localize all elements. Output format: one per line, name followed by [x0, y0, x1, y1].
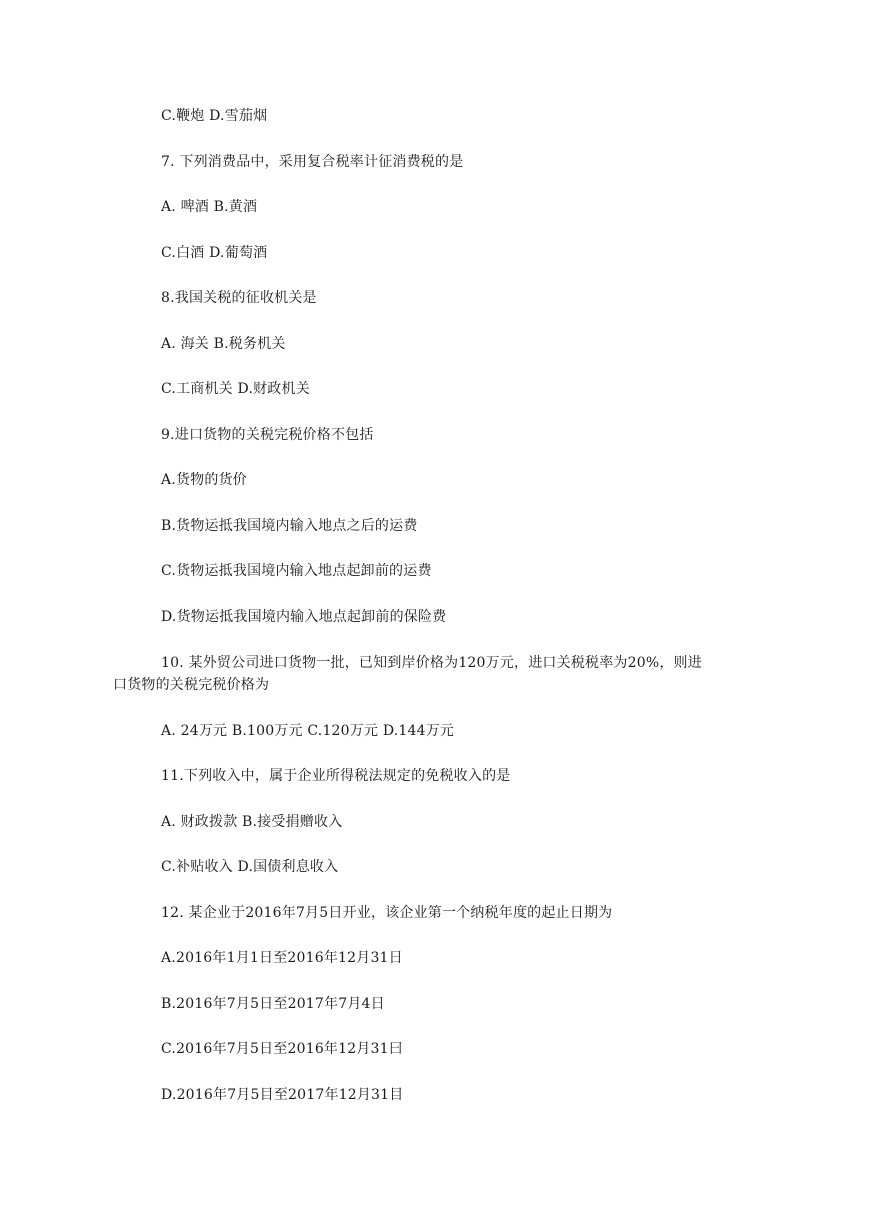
- q10-options: A. 24万元 B.100万元 C.120万元 D.144万元: [161, 723, 455, 739]
- q12-option-a: A.2016年1月1日至2016年12月31日: [161, 950, 403, 966]
- q9-option-a: A.货物的货价: [161, 472, 247, 488]
- q9-option-d: D.货物运抵我国境内输入地点起卸前的保险费: [161, 609, 447, 625]
- q11-question: 11.下列收入中，属于企业所得税法规定的免税收入的是: [161, 768, 511, 784]
- q8-options-ab: A. 海关 B.税务机关: [161, 336, 286, 352]
- q7-options-cd: C.白酒 D.葡萄酒: [161, 245, 268, 261]
- q11-options-ab: A. 财政拨款 B.接受捐赠收入: [161, 814, 343, 830]
- q7-options-ab: A. 啤酒 B.黄酒: [161, 199, 258, 215]
- q10-question-line-1: 10. 某外贸公司进口货物一批，已知到岸价格为120万元，进口关税税率为20%，则进: [161, 655, 702, 671]
- q12-option-c: C.2016年7月5日至2016年12月31曰: [161, 1041, 403, 1057]
- q9-question: 9.进口货物的关税完税价格不包括: [161, 427, 374, 443]
- q8-question: 8.我国关税的征收机关是: [161, 290, 317, 306]
- q10-question-line-2: 口货物的关税完税价格为: [113, 677, 270, 693]
- q11-options-cd: C.补贴收入 D.国债利息收入: [161, 859, 339, 875]
- q9-option-b: B.货物运抵我国境内输入地点之后的运费: [161, 518, 418, 534]
- q7-question: 7. 下列消费品中，采用复合税率计征消费税的是: [161, 154, 464, 170]
- q9-option-c: C.货物运抵我国境内输入地点起卸前的运费: [161, 563, 432, 579]
- q10-question: [113, 652, 761, 696]
- q12-option-d: D.2016年7月5目至2017年12月31目: [161, 1087, 404, 1103]
- q6-options-cd: C.鞭炮 D.雪茄烟: [161, 108, 268, 124]
- q12-question: 12. 某企业于2016年7月5日开业，该企业第一个纳税年度的起止日期为: [161, 905, 613, 921]
- q8-options-cd: C.工商机关 D.财政机关: [161, 381, 310, 397]
- q12-option-b: B.2016年7月5日至2017年7月4日: [161, 996, 385, 1012]
